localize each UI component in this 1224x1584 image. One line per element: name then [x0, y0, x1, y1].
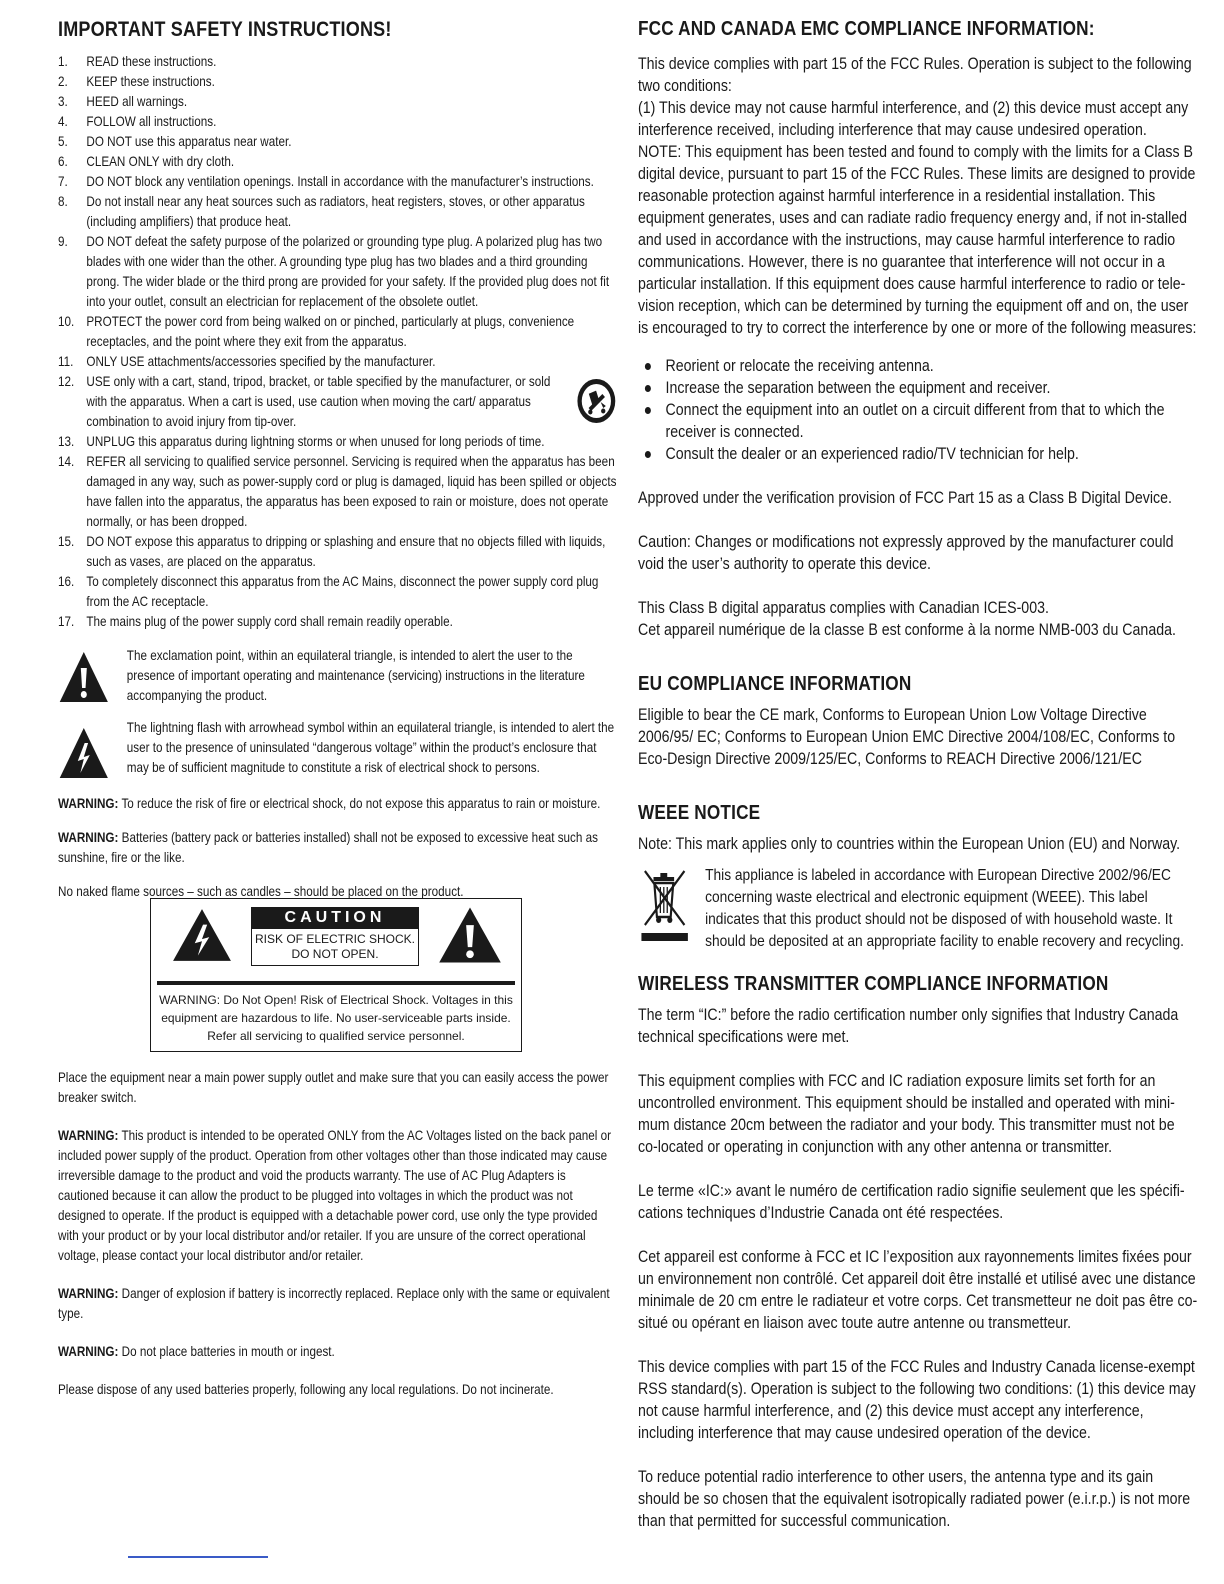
- wireless-paragraph-5: This device complies with part 15 of the FCC Rules and Industry Canada license-exempt RSS standard(s). Operation is subject to the following two conditions: (1) this device may not cause harmful interference, and (2) this device must accept any interference, including interference that may cause undesired operation of the device.: [638, 1358, 1196, 1442]
- weee-note: Note: This mark applies only to countries within the European Union (EU) and Norway.: [638, 835, 1181, 853]
- caution-label: [251, 907, 419, 966]
- weee-notice: [638, 865, 1198, 953]
- warning-text: Do not place batteries in mouth or ingest.: [121, 1344, 335, 1359]
- wireless-paragraph-2: This equipment complies with FCC and IC radiation exposure limits set forth for an uncontrolled environment. This equipment should be installed and operated with mini-mum distance 20cm between the radiator and your body. This transmitter must not be co-located or operating in conjunction with any other antenna or transmitter.: [638, 1072, 1175, 1156]
- item-text: UNPLUG this apparatus during lightning storms or when unused for long periods of time.: [86, 434, 545, 449]
- weee-text: This appliance is labeled in accordance with European Directive 2002/96/EC concerning waste electrical and electronic equipment (WEEE). This label indicates that this product should not be disposed of with household waste. It should be deposited at an appropriate facility to enable recovery and recycling.: [705, 867, 1184, 950]
- exclamation-triangle-icon: [437, 905, 503, 965]
- item-text: DO NOT expose this apparatus to dripping or splashing and ensure that no objects filled with liquids, such as vases, are placed on the apparatus.: [86, 534, 606, 569]
- wireless-paragraph-1: The term “IC:” before the radio certification number only signifies that Industry Canada technical specifications were met.: [638, 1006, 1179, 1046]
- item-number: 9.: [58, 234, 68, 249]
- wireless-section: [638, 1004, 1198, 1532]
- item-text: CLEAN ONLY with dry cloth.: [86, 154, 235, 169]
- fcc-paragraph-2: (1) This device may not cause harmful interference, and (2) this device must accept any interference received, including interference that may cause undesired operation.: [638, 99, 1189, 139]
- fcc-paragraph-3: NOTE: This equipment has been tested and found to comply with the limits for a Class B digital device, pursuant to part 15 of the FCC Rules. These limits are designed to provide reasonable protection against harmful interference in a residential installation. This equipment generates, uses and can radiate radio frequency energy and, if not in-stalled and used in accordance with the instructions, may cause harmful interference to radio communications. However, there is no guarantee that interference will not occur in a particular installation. If this equipment does cause harmful interference to radio or tele-vision reception, which can be determined by turning the equipment off and on, the user is encouraged to try to correct the interference by one or more of the following measures:: [638, 143, 1197, 337]
- cart-tip-over-icon: [577, 378, 617, 424]
- item-number: 12.: [58, 374, 75, 389]
- bullet-text: Reorient or relocate the receiving antenna.: [665, 357, 934, 375]
- lightning-triangle-icon: [171, 907, 233, 963]
- item-text: ONLY USE attachments/accessories specified by the manufacturer.: [86, 354, 436, 369]
- item-number: 7.: [58, 174, 68, 189]
- list-item: [664, 399, 1198, 443]
- bullet-icon: [645, 385, 651, 392]
- lightning-notice: [58, 718, 618, 778]
- item-text: DO NOT defeat the safety purpose of the polarized or grounding type plug. A polarized plug has two blades with one wider than the other. A grounding type plug has two blades and a third grounding prong. The wider blade or the third prong are provided for your safety. If the provided plug does not fit into your outlet, consult an electrician for replacement of the obsolete outlet.: [86, 234, 610, 309]
- warning-text: This product is intended to be operated ONLY from the AC Voltages listed on the back panel or included power supply of the product. Operation from other voltages other than those indicated may cause irreversible damage to the product and void the products warranty. The use of AC Plug Adapters is cautioned because it can allow the product to be plugged into voltages in which the product was not designed to operate. If the product is equipped with a detachable power cord, use only the type provided with your product or by your local distributor and/or retailer. If you are unsure of the correct operational voltage, please contact your local distributor and/or retailer.: [58, 1128, 612, 1263]
- list-item: [664, 355, 1198, 377]
- item-number: 2.: [58, 74, 68, 89]
- warning-label: WARNING:: [58, 1344, 119, 1359]
- item-text: DO NOT block any ventilation openings. Install in accordance with the manufacturer’s instructions.: [86, 174, 594, 189]
- bullet-text: Connect the equipment into an outlet on a circuit different from that to which the receiver is connected.: [665, 401, 1165, 441]
- item-number: 6.: [58, 154, 68, 169]
- list-item: [58, 312, 618, 352]
- wireless-paragraph-3: Le terme «IC:» avant le numéro de certification radio signifie seulement que les spécifi-cations techniques d’Industrie Canada ont été respectées.: [638, 1182, 1185, 1222]
- safety-title: IMPORTANT SAFETY INSTRUCTIONS!: [58, 18, 392, 41]
- item-text: USE only with a cart, stand, tripod, bracket, or table specified by the manufacturer, or sold with the apparatus. When a cart is used, use caution when moving the cart/ apparatus combination to avoid injury from tip-over.: [86, 374, 551, 429]
- warning-label: WARNING:: [58, 1286, 119, 1301]
- exclamation-text: The exclamation point, within an equilateral triangle, is intended to alert the user to the presence of important operating and maintenance (servicing) instructions in the literature accompanying the product.: [126, 648, 585, 703]
- list-item: [664, 377, 1198, 399]
- right-column: [638, 18, 1198, 1532]
- list-item: [58, 92, 618, 112]
- place-equipment-text: Place the equipment near a main power supply outlet and make sure that you can easily access the power breaker switch.: [58, 1070, 609, 1105]
- eu-text: Eligible to bear the CE mark, Conforms to European Union Low Voltage Directive 2006/95/ EC; Conforms to European Union EMC Directive 2004/108/EC, Conforms to Eco-Design Directive 2009/125/EC, Conforms to REACH Directive 2006/121/EC: [638, 706, 1176, 768]
- item-text: FOLLOW all instructions.: [86, 114, 217, 129]
- item-number: 14.: [58, 454, 75, 469]
- eu-section: [638, 704, 1198, 770]
- list-item: [58, 112, 618, 132]
- item-number: 1.: [58, 54, 68, 69]
- fcc-paragraph-1: This device complies with part 15 of the FCC Rules. Operation is subject to the following two conditions:: [638, 55, 1192, 95]
- list-item: [58, 192, 618, 232]
- item-number: 11.: [58, 354, 74, 369]
- wireless-paragraph-4: Cet appareil est conforme à FCC et IC l’exposition aux rayonnements limites fixées pour un environnement non contrôlé. Cet appareil doit être installé et utilisé avec une distance minimale de 20 cm entre le radiateur et votre corps. Cet transmetteur ne doit pas être co-situé ou opérant en liaison avec toute autre antenne ou transmetteur.: [638, 1248, 1198, 1332]
- item-number: 15.: [58, 534, 75, 549]
- bullet-icon: [645, 363, 651, 370]
- warning-ac-voltage: [58, 1126, 618, 1266]
- item-text: To completely disconnect this apparatus from the AC Mains, disconnect the power supply cord plug from the AC receptacle.: [86, 574, 599, 609]
- list-item: [58, 172, 618, 192]
- fcc-title: FCC AND CANADA EMC COMPLIANCE INFORMATION:: [638, 18, 1095, 40]
- safety-list-wrap: [58, 52, 618, 902]
- crossed-bin-icon: [638, 867, 691, 943]
- wireless-title: WIRELESS TRANSMITTER COMPLIANCE INFORMATION: [638, 973, 1109, 995]
- item-text: HEED all warnings.: [86, 94, 188, 109]
- lightning-triangle-icon: [58, 726, 110, 780]
- caution-line-2: DO NOT OPEN.: [291, 947, 379, 961]
- eu-title: EU COMPLIANCE INFORMATION: [638, 673, 912, 695]
- warning-label: WARNING:: [58, 1128, 119, 1143]
- list-item: [58, 52, 618, 72]
- item-text: KEEP these instructions.: [86, 74, 215, 89]
- dispose-batteries-text: Please dispose of any used batteries properly, following any local regulations. Do not incinerate.: [58, 1382, 554, 1397]
- nmb-text: Cet appareil numérique de la classe B est conforme à la norme NMB-003 du Canada.: [638, 621, 1176, 639]
- page-edge-mark: [128, 1556, 268, 1558]
- list-item: [58, 452, 618, 532]
- safety-list: [58, 52, 618, 632]
- list-item: [58, 152, 618, 172]
- list-item: [58, 572, 618, 612]
- bullet-icon: [645, 451, 651, 458]
- caution-subtext: [251, 929, 419, 966]
- left-column: [58, 18, 618, 1400]
- left-lower-text: [58, 1068, 618, 1400]
- caution-warning-text: WARNING: Do Not Open! Risk of Electrical Shock. Voltages in this equipment are hazardous to life. No user-serviceable parts inside. Refer all servicing to qualified service personnel.: [159, 993, 513, 1043]
- exclamation-triangle-icon: [58, 650, 110, 704]
- bullet-text: Increase the separation between the equipment and receiver.: [665, 379, 1051, 397]
- item-number: 8.: [58, 194, 68, 209]
- warning-moisture: [58, 794, 618, 814]
- caution-title: CAUTION: [251, 907, 419, 929]
- fcc-section: [638, 53, 1198, 641]
- warning-text: To reduce the risk of fire or electrical shock, do not expose this apparatus to rain or moisture.: [121, 796, 601, 811]
- item-number: 4.: [58, 114, 68, 129]
- weee-section: [638, 833, 1198, 953]
- list-item: [58, 372, 618, 432]
- fcc-measures-list: [638, 355, 1198, 465]
- list-item: [58, 72, 618, 92]
- warning-batteries-heat: [58, 828, 618, 868]
- list-item: [58, 232, 618, 312]
- naked-flame-notice: No naked flame sources – such as candles – should be placed on the product.: [58, 884, 464, 899]
- list-item: [58, 132, 618, 152]
- item-text: REFER all servicing to qualified service personnel. Servicing is required when the apparatus has been damaged in any way, such as power-supply cord or plug is damaged, liquid has been spilled or objects have fallen into the apparatus, the apparatus has been exposed to rain or moisture, does not operate normally, or has been dropped.: [86, 454, 617, 529]
- list-item: [664, 443, 1198, 465]
- list-item: [58, 432, 618, 452]
- warning-text: Batteries (battery pack or batteries installed) shall not be exposed to excessive heat such as sunshine, fire or the like.: [58, 830, 598, 865]
- caution-box-header: [151, 899, 521, 981]
- item-text: The mains plug of the power supply cord shall remain readily operable.: [86, 614, 453, 629]
- caution-box: [150, 898, 522, 1052]
- item-number: 17.: [58, 614, 75, 629]
- item-text: DO NOT use this apparatus near water.: [86, 134, 292, 149]
- bullet-text: Consult the dealer or an experienced radio/TV technician for help.: [665, 445, 1079, 463]
- item-number: 5.: [58, 134, 68, 149]
- wireless-paragraph-6: To reduce potential radio interference to other users, the antenna type and its gain should be so chosen that the equivalent isotropically radiated power (e.i.r.p.) is not more than that permitted for successful communication.: [638, 1468, 1191, 1530]
- item-text: READ these instructions.: [86, 54, 217, 69]
- item-number: 3.: [58, 94, 68, 109]
- item-number: 13.: [58, 434, 75, 449]
- caution-line-1: RISK OF ELECTRIC SHOCK.: [254, 932, 416, 946]
- weee-title: WEEE NOTICE: [638, 802, 761, 824]
- warning-label: WARNING:: [58, 796, 119, 811]
- warning-label: WARNING:: [58, 830, 119, 845]
- item-number: 16.: [58, 574, 75, 589]
- warning-battery-explosion: [58, 1284, 618, 1324]
- item-text: PROTECT the power cord from being walked on or pinched, particularly at plugs, convenience receptacles, and the point where they exit from the apparatus.: [86, 314, 575, 349]
- lightning-text: The lightning flash with arrowhead symbol within an equilateral triangle, is intended to alert the user to the presence of uninsulated “dangerous voltage” within the product’s enclosure that may be of sufficient magnitude to constitute a risk of electrical shock to persons.: [126, 720, 615, 775]
- list-item: [58, 352, 618, 372]
- list-item: [58, 532, 618, 572]
- list-item: [58, 612, 618, 632]
- warning-text: Danger of explosion if battery is incorrectly replaced. Replace only with the same or equivalent type.: [58, 1286, 610, 1321]
- bullet-icon: [645, 407, 651, 414]
- exclamation-notice: [58, 646, 618, 706]
- item-text: Do not install near any heat sources such as radiators, heat registers, stoves, or other apparatus (including amplifiers) that produce heat.: [86, 194, 585, 229]
- warning-battery-ingest: [58, 1342, 618, 1362]
- ices-text: This Class B digital apparatus complies with Canadian ICES-003.: [638, 599, 1049, 617]
- fcc-caution-text: Caution: Changes or modifications not expressly approved by the manufacturer could void the user’s authority to operate this device.: [638, 533, 1174, 573]
- item-number: 10.: [58, 314, 75, 329]
- fcc-approved-text: Approved under the verification provision of FCC Part 15 as a Class B Digital Device.: [638, 489, 1172, 507]
